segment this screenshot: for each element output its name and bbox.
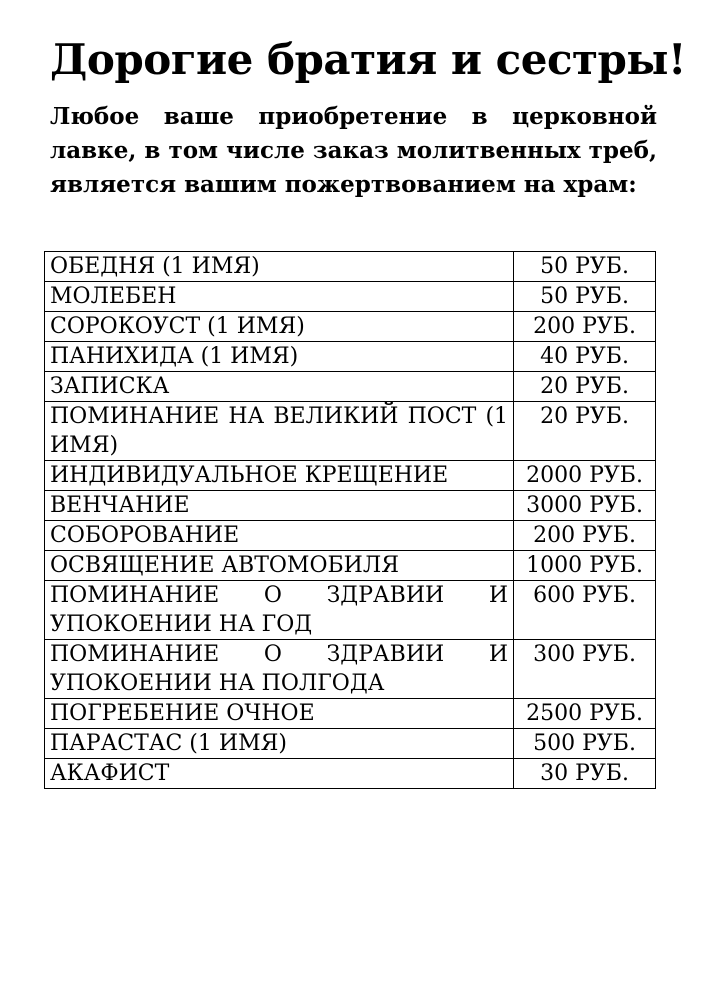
- table-row: [45, 282, 656, 312]
- table-row: [45, 521, 656, 551]
- service-name: ОБЕДНЯ (1 ИМЯ): [45, 252, 514, 282]
- intro-paragraph: Любое ваше приобретение в церковной лавке, в том числе заказ молитвенных треб, является вашим пожертвованием на храм:: [50, 103, 657, 198]
- table-row: [45, 342, 656, 372]
- service-name: ИНДИВИДУАЛЬНОЕ КРЕЩЕНИЕ: [45, 461, 514, 491]
- service-price: 200 РУБ.: [514, 521, 656, 551]
- table-row: [45, 729, 656, 759]
- table-row: [45, 699, 656, 729]
- service-name: АКАФИСТ: [45, 759, 514, 789]
- service-price: 200 РУБ.: [514, 312, 656, 342]
- service-name: СОРОКОУСТ (1 ИМЯ): [45, 312, 514, 342]
- service-price: 20 РУБ.: [514, 402, 656, 461]
- service-price: 2500 РУБ.: [514, 699, 656, 729]
- table-row: [45, 461, 656, 491]
- service-name: СОБОРОВАНИЕ: [45, 521, 514, 551]
- table-row: [45, 312, 656, 342]
- table-row: [45, 581, 656, 640]
- table-row: [45, 252, 656, 282]
- service-name: ПАНИХИДА (1 ИМЯ): [45, 342, 514, 372]
- service-price: 50 РУБ.: [514, 282, 656, 312]
- page-title: Дорогие братия и сестры!: [50, 35, 686, 84]
- service-name: ПОМИНАНИЕ О ЗДРАВИИ И УПОКОЕНИИ НА ГОД: [45, 581, 514, 640]
- service-name: ЗАПИСКА: [45, 372, 514, 402]
- table-row: [45, 551, 656, 581]
- service-price: 40 РУБ.: [514, 342, 656, 372]
- table-row: [45, 402, 656, 461]
- service-name: ПОГРЕБЕНИЕ ОЧНОЕ: [45, 699, 514, 729]
- service-price: 3000 РУБ.: [514, 491, 656, 521]
- price-table: [44, 251, 656, 789]
- service-price: 50 РУБ.: [514, 252, 656, 282]
- service-price: 2000 РУБ.: [514, 461, 656, 491]
- table-row: [45, 640, 656, 699]
- service-name: МОЛЕБЕН: [45, 282, 514, 312]
- table-row: [45, 491, 656, 521]
- service-price: 30 РУБ.: [514, 759, 656, 789]
- service-name: ПАРАСТАС (1 ИМЯ): [45, 729, 514, 759]
- service-name: ПОМИНАНИЕ НА ВЕЛИКИЙ ПОСТ (1 ИМЯ): [45, 402, 514, 461]
- service-name: ПОМИНАНИЕ О ЗДРАВИИ И УПОКОЕНИИ НА ПОЛГОДА: [45, 640, 514, 699]
- table-row: [45, 759, 656, 789]
- service-name: ОСВЯЩЕНИЕ АВТОМОБИЛЯ: [45, 551, 514, 581]
- service-name: ВЕНЧАНИЕ: [45, 491, 514, 521]
- service-price: 500 РУБ.: [514, 729, 656, 759]
- service-price: 300 РУБ.: [514, 640, 656, 699]
- service-price: 600 РУБ.: [514, 581, 656, 640]
- table-row: [45, 372, 656, 402]
- service-price: 1000 РУБ.: [514, 551, 656, 581]
- service-price: 20 РУБ.: [514, 372, 656, 402]
